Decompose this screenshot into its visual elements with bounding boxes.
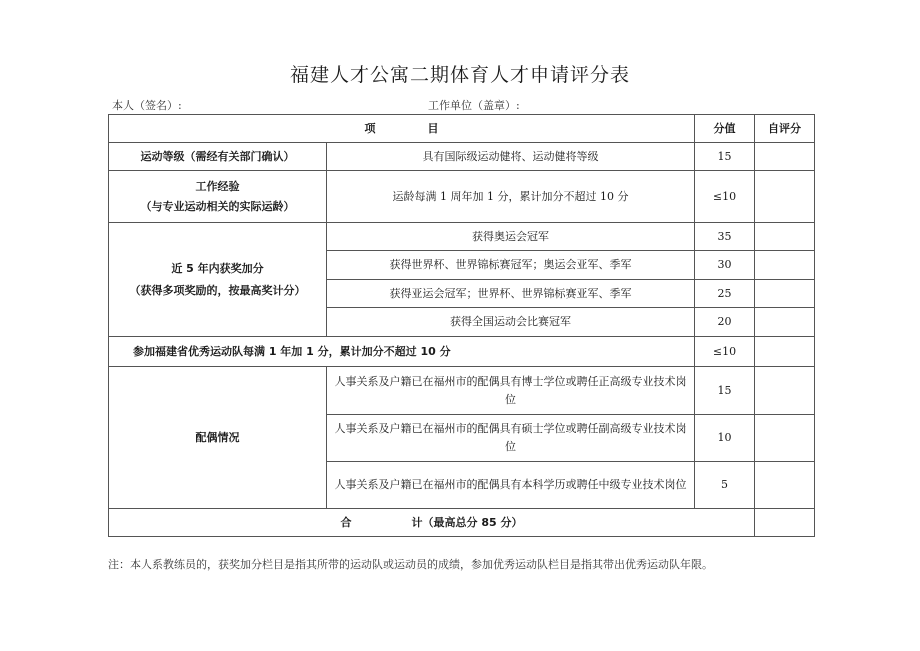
award-desc: 获得奥运会冠军	[327, 223, 695, 251]
page-title: 福建人才公寓二期体育人才申请评分表	[289, 64, 630, 86]
experience-score: ≤10	[695, 171, 755, 223]
experience-label: 工作经验 （与专业运动相关的实际运龄）	[109, 171, 327, 223]
award-score: 20	[695, 308, 755, 337]
work-unit-label: 工作单位（盖章）:	[428, 99, 520, 112]
awards-label: 近 5 年内获奖加分 （获得多项奖励的，按最高奖计分）	[109, 223, 327, 337]
award-self-score[interactable]	[755, 308, 815, 337]
spouse-self-score[interactable]	[755, 367, 815, 415]
spouse-desc: 人事关系及户籍已在福州市的配偶具有博士学位或聘任正高级专业技术岗位	[327, 367, 695, 415]
spouse-label: 配偶情况	[109, 367, 327, 509]
spouse-self-score[interactable]	[755, 415, 815, 462]
spouse-desc: 人事关系及户籍已在福州市的配偶具有硕士学位或聘任副高级专业技术岗位	[327, 415, 695, 462]
table-row-experience	[109, 171, 815, 223]
award-score: 35	[695, 223, 755, 251]
team-score: ≤10	[695, 337, 755, 367]
table-row-spouse	[109, 367, 815, 415]
spouse-score: 10	[695, 415, 755, 462]
signature-label: 本人（签名）:	[112, 99, 182, 112]
sport-level-desc: 具有国际级运动健将、运动健将等级	[327, 143, 695, 171]
spouse-score: 5	[695, 462, 755, 509]
spouse-desc: 人事关系及户籍已在福州市的配偶具有本科学历或聘任中级专业技术岗位	[327, 462, 695, 509]
award-score: 30	[695, 251, 755, 280]
table-header-row	[109, 115, 815, 143]
header-self-score: 自评分	[755, 115, 815, 143]
award-desc: 获得全国运动会比赛冠军	[327, 308, 695, 337]
total-label: 合 计（最高总分 85 分）	[109, 509, 755, 537]
award-self-score[interactable]	[755, 251, 815, 280]
total-self-score[interactable]	[755, 509, 815, 537]
experience-self-score[interactable]	[755, 171, 815, 223]
team-label: 参加福建省优秀运动队每满 1 年加 1 分，累计加分不超过 10 分	[109, 337, 695, 367]
team-self-score[interactable]	[755, 337, 815, 367]
table-row-award	[109, 223, 815, 251]
award-score: 25	[695, 280, 755, 308]
header-item: 项 目	[109, 115, 695, 143]
sport-level-label: 运动等级（需经有关部门确认）	[109, 143, 327, 171]
score-table	[108, 114, 815, 537]
award-desc: 获得亚运会冠军；世界杯、世界锦标赛亚军、季军	[327, 280, 695, 308]
spouse-self-score[interactable]	[755, 462, 815, 509]
award-self-score[interactable]	[755, 223, 815, 251]
award-self-score[interactable]	[755, 280, 815, 308]
header-score: 分值	[695, 115, 755, 143]
spouse-score: 15	[695, 367, 755, 415]
award-desc: 获得世界杯、世界锦标赛冠军；奥运会亚军、季军	[327, 251, 695, 280]
table-row-team	[109, 337, 815, 367]
footnote: 注：本人系教练员的，获奖加分栏目是指其所带的运动队或运动员的成绩，参加优秀运动队栏目是指其带出优秀运动队年限。	[108, 558, 713, 571]
table-row-sport-level	[109, 143, 815, 171]
table-row-total	[109, 509, 815, 537]
sport-level-score: 15	[695, 143, 755, 171]
sport-level-self-score[interactable]	[755, 143, 815, 171]
experience-desc: 运龄每满 1 周年加 1 分，累计加分不超过 10 分	[327, 171, 695, 223]
